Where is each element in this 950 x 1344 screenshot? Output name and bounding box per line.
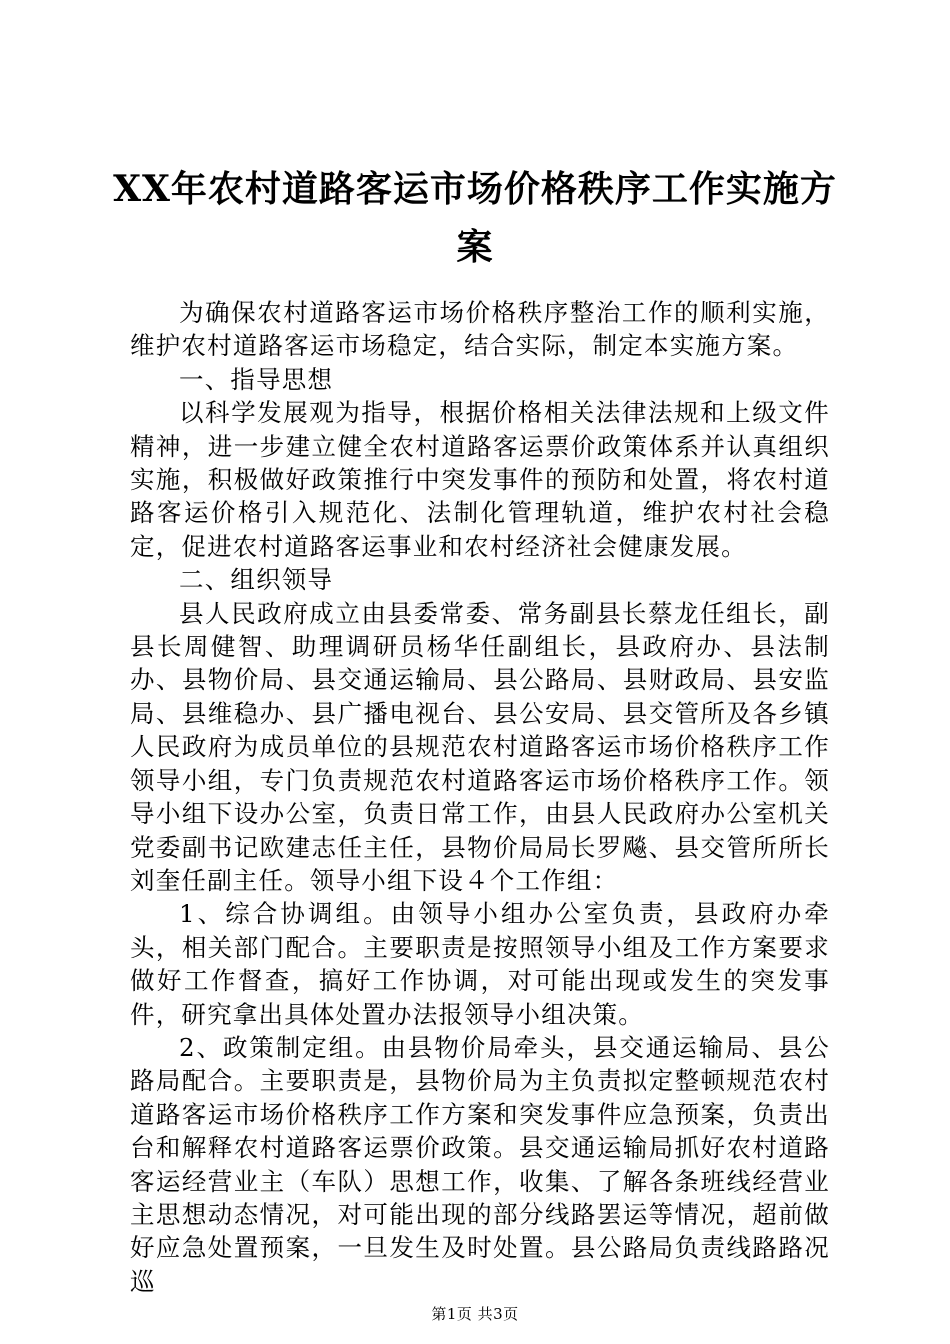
intro-paragraph: 为确保农村道路客运市场价格秩序整治工作的顺利实施，维护农村道路客运市场稳定，结合实际，制定本实施方案。 <box>130 298 830 361</box>
section-heading-organization: 二、组织领导 <box>179 565 334 595</box>
policy-group-paragraph: 2、政策制定组。由县物价局牵头，县交通运输局、县公路局配合。主要职责是，县物价局为主负责拟定整顿规范农村道路客运市场价格秩序工作方案和突发事件应急预案，负责出台和解释农村道路客运票价政策。县交通运输局抓好农村道路客运经营业主（车队）思想工作，收集、了解各条班线经营业主思想动态情况，对可能出现的部分线路罢运等情况，超前做好应急处置预案，一旦发生及时处置。县公路局负责线路路况巡 <box>130 1032 830 1296</box>
section-heading-guiding-thought: 一、指导思想 <box>179 364 334 394</box>
organization-paragraph: 县人民政府成立由县委常委、常务副县长蔡龙任组长，副县长周健智、助理调研员杨华任副组长，县政府办、县法制办、县物价局、县交通运输局、县公路局、县财政局、县安监局、县维稳办、县广播电视台、县公安局、县交管所及各乡镇人民政府为成员单位的县规范农村道路客运市场价格秩序工作领导小组，专门负责规范农村道路客运市场价格秩序工作。领导小组下设办公室，负责日常工作，由县人民政府办公室机关党委副书记欧建志任主任，县物价局局长罗飚、县交管所所长刘奎任副主任。领导小组下设４个工作组： <box>130 598 830 895</box>
coordination-group-paragraph: 1、综合协调组。由领导小组办公室负责，县政府办牵头，相关部门配合。主要职责是按照领导小组及工作方案要求做好工作督查，搞好工作协调，对可能出现或发生的突发事件，研究拿出具体处置办法报领导小组决策。 <box>130 899 830 1029</box>
document-title: XX年农村道路客运市场价格秩序工作实施方案 <box>113 168 837 268</box>
document-body <box>130 296 830 1298</box>
page-footer: 第1页 共3页 <box>431 1305 519 1323</box>
guiding-thought-paragraph: 以科学发展观为指导，根据价格相关法律法规和上级文件精神，进一步建立健全农村道路客运票价政策体系并认真组织实施，积极做好政策推行中突发事件的预防和处置，将农村道路客运价格引入规范化、法制化管理轨道，维护农村社会稳定，促进农村道路客运事业和农村经济社会健康发展。 <box>130 398 830 561</box>
